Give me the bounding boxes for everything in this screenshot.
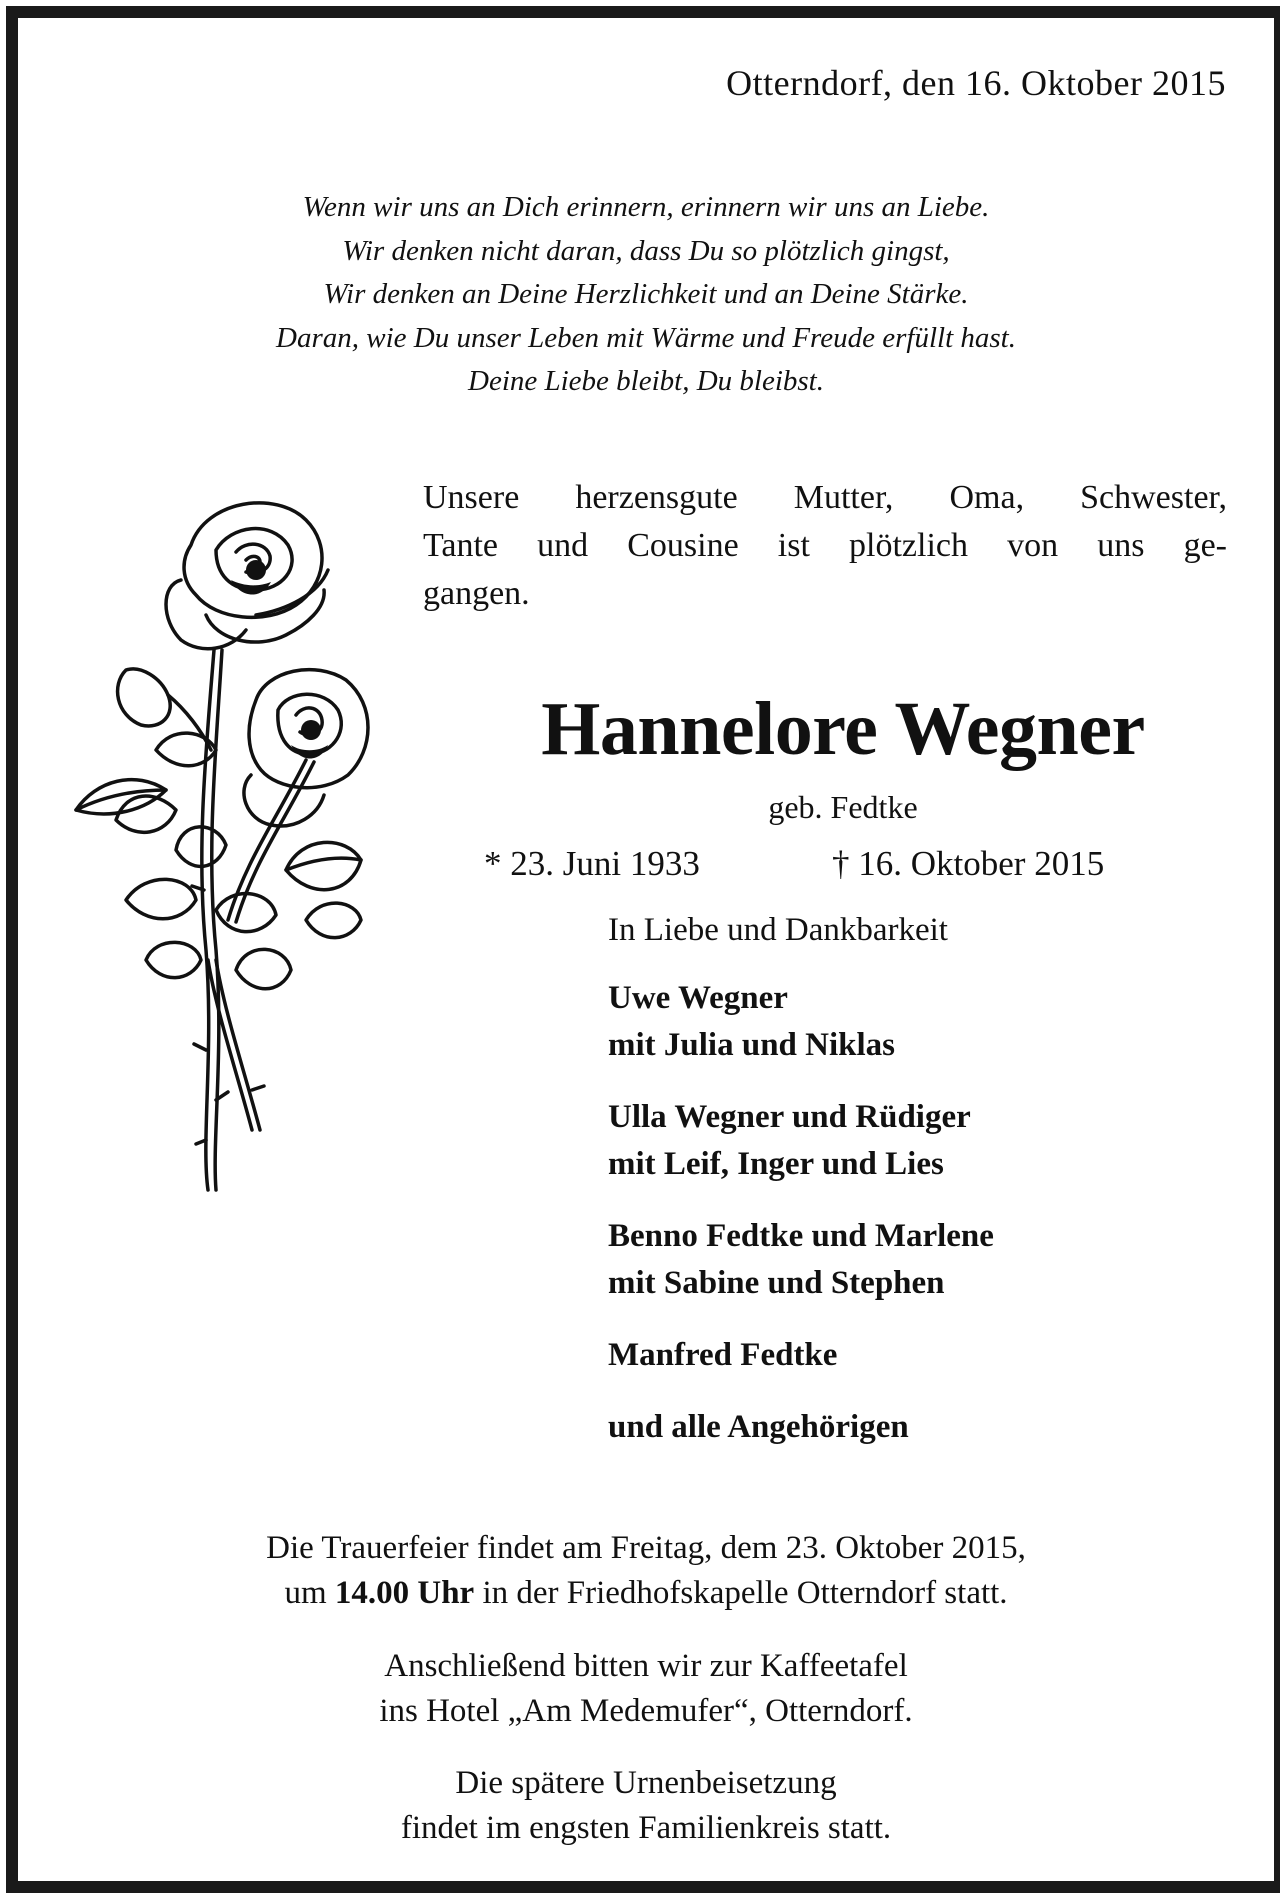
announcement-line: Unsere herzensgute Mutter, Oma, Schwester, [423, 479, 1227, 516]
service-line: Die Trauerfeier findet am Freitag, dem 23. Oktober 2015, [266, 1530, 1026, 1566]
mourner-line: Benno Fedtke und Marlene [608, 1218, 994, 1254]
mourner-line: Ulla Wegner und Rüdiger [608, 1099, 971, 1135]
mourner-line: mit Sabine und Stephen [608, 1265, 945, 1301]
poem-line: Deine Liebe bleibt, Du bleibst. [468, 365, 824, 397]
reception-info [18, 1644, 1274, 1734]
poem [18, 186, 1274, 404]
rose-icon [56, 490, 416, 1210]
service-info [18, 1526, 1274, 1616]
born-name: geb. Fedtke [768, 789, 918, 825]
death-date: † 16. Oktober 2015 [832, 844, 1105, 883]
mourner-group [608, 1094, 1228, 1188]
announcement-line: gangen. [423, 575, 530, 612]
mourner-group [608, 1404, 1228, 1451]
mourner-group [608, 1332, 1228, 1379]
thanks-line: In Liebe und Dankbarkeit [608, 912, 948, 948]
service-time: 14.00 Uhr [334, 1575, 475, 1611]
reception-line: Anschließend bitten wir zur Kaffeetafel [384, 1648, 908, 1684]
announcement [423, 474, 1227, 618]
poem-line: Wenn wir uns an Dich erinnern, erinnern wir uns an Liebe. [302, 191, 990, 223]
deceased-name: Hannelore Wegner [541, 687, 1145, 771]
service-prefix: um [284, 1575, 327, 1611]
mourners [608, 912, 1228, 1476]
poem-line: Wir denken nicht daran, dass Du so plötzlich gingst, [342, 234, 950, 267]
poem-line: Daran, wie Du unser Leben mit Wärme und Freude erfüllt hast. [276, 321, 1016, 354]
announcement-line: Tante und Cousine ist plötzlich von uns ge- [423, 527, 1227, 564]
birth-date: * 23. Juni 1933 [484, 844, 700, 883]
burial-info [18, 1761, 1274, 1851]
mourner-line: mit Leif, Inger und Lies [608, 1146, 944, 1182]
service-line [18, 1571, 1274, 1616]
mourner-line: mit Julia und Niklas [608, 1027, 896, 1063]
burial-line: Die spätere Urnenbeisetzung [455, 1765, 837, 1801]
service-suffix: in der Friedhofskapelle Otterndorf statt. [482, 1575, 1008, 1611]
mourner-line: Uwe Wegner [608, 980, 788, 1016]
dateline: Otterndorf, den 16. Oktober 2015 [726, 63, 1226, 103]
reception-line: ins Hotel „Am Medemufer“, Otterndorf. [379, 1693, 913, 1729]
obituary-notice [6, 6, 1280, 1893]
poem-line: Wir denken an Deine Herzlichkeit und an Deine Stärke. [323, 278, 969, 310]
burial-line: findet im engsten Familienkreis statt. [400, 1810, 892, 1846]
mourner-line: und alle Angehörigen [608, 1409, 909, 1445]
mourner-line: Manfred Fedtke [608, 1337, 838, 1373]
mourner-group [608, 1213, 1228, 1307]
mourner-group [608, 975, 1228, 1069]
